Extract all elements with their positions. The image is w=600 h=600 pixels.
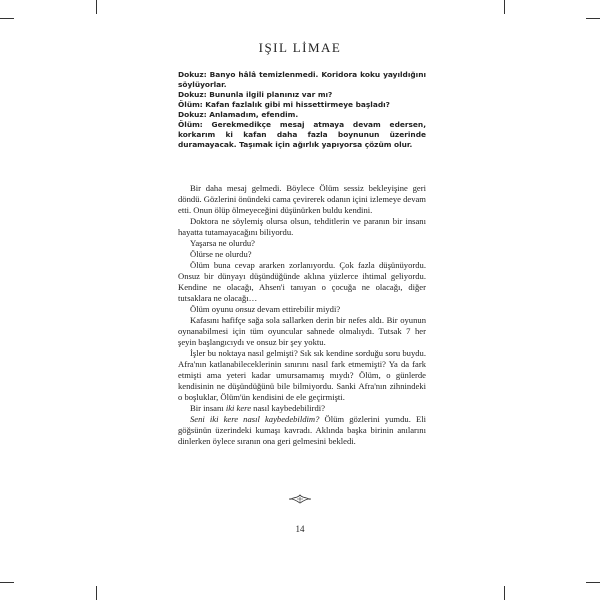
body-paragraph xyxy=(178,304,426,315)
dialog-line: Dokuz: Anlamadım, efendim. xyxy=(178,110,299,119)
body-paragraph: Kafasını hafifçe sağa sola sallarken derin bir nefes aldı. Bir oyunun oynanabilmesi için tüm oyuncular sahnede olmalıydı. Tutsak 7 her şeyin başlangıcıydı ve onsuz bir şey yoktu. xyxy=(178,315,426,347)
body-paragraph xyxy=(178,414,426,447)
floral-ornament-icon xyxy=(288,493,312,505)
dialog-line: Dokuz: Banyo hâlâ temizlenmedi. Koridora koku yayıldığını söylüyorlar. xyxy=(178,70,426,89)
crop-mark xyxy=(0,18,14,19)
crop-mark xyxy=(586,18,600,19)
paragraph-text: devam ettirebilir miydi? xyxy=(254,304,341,314)
crop-mark xyxy=(504,0,505,14)
body-paragraph xyxy=(178,403,426,414)
message-dialog-block xyxy=(178,70,426,150)
dialog-line: Ölüm: Gerekmedikçe mesaj atmaya devam edersen, korkarım ki kafan daha fazla boynunun üzerinde duramayacak. Taşımak için ağırlık yapıyorsa çözüm olur. xyxy=(178,120,426,149)
paragraph-text: nasıl kaybedebilirdi? xyxy=(251,403,326,413)
paragraph-text: Bir insanı xyxy=(190,403,226,413)
body-text xyxy=(178,183,426,447)
dialog-line: Ölüm: Kafan fazlalık gibi mi hissettirmeye başladı? xyxy=(178,100,390,109)
dialog-line: Dokuz: Bununla ilgili planınız var mı? xyxy=(178,90,333,99)
emphasis-text: iki kere xyxy=(225,403,252,413)
emphasis-text: onsuz xyxy=(235,304,255,314)
body-paragraph: Ölürse ne olurdu? xyxy=(190,249,252,259)
crop-mark xyxy=(504,586,505,600)
crop-mark xyxy=(0,582,14,583)
body-paragraph: Bir daha mesaj gelmedi. Böylece Ölüm sessiz bekleyişine geri döndü. Gözlerini önündeki cama çevirerek odanın içini izlemeye devam etti. Onun ölüp ölmeyeceğini düşünürken buldu kendini. xyxy=(178,183,426,215)
body-paragraph: İşler bu noktaya nasıl gelmişti? Sık sık kendine sorduğu soru buydu. Afra'nın katlanabileceklerinin sınırını nasıl fark etmemişti? Ya da fark etmişti ama yeteri kadar umursamamış mıydı? Ölüm, o günlerde kendisinin ne düşündüğünü bile bilmiyordu. Sanki Afra'nın zihnindeki o boşluklar, Ölüm'ün kendisini de ele geçirmişti. xyxy=(178,348,426,402)
emphasis-text: Seni iki kere nasıl kaybedebildim? xyxy=(190,414,320,424)
body-paragraph: Doktora ne söylemiş olursa olsun, tehditlerin ve paranın bir insanı hayatta tutamayacağını biliyordu. xyxy=(178,216,426,237)
crop-mark xyxy=(96,586,97,600)
paragraph-text: Ölüm oyunu xyxy=(190,304,236,314)
page-number: 14 xyxy=(295,524,305,534)
body-paragraph: Ölüm buna cevap ararken zorlanıyordu. Çok fazla düşünüyordu. Onsuz bir dünyayı düşündüğünde aklına yüzlerce ihtimal geliyordu. Kendine ne olacağı, Ahsen'i tanıyan o çocuğa ne olacağı, diğer tutsaklara ne olacağı… xyxy=(178,260,426,303)
body-paragraph: Yaşarsa ne olurdu? xyxy=(190,238,255,248)
running-header: IŞIL LİMAE xyxy=(258,40,342,55)
crop-mark xyxy=(586,582,600,583)
paragraph-text: Ölüm gözlerini yumdu. Eli göğsünün üzerindeki kumaşı kavradı. Aklında başka birinin anılarını dinlerken öylece sıranın ona geri gelmesini bekledi. xyxy=(178,414,426,446)
crop-mark xyxy=(96,0,97,14)
